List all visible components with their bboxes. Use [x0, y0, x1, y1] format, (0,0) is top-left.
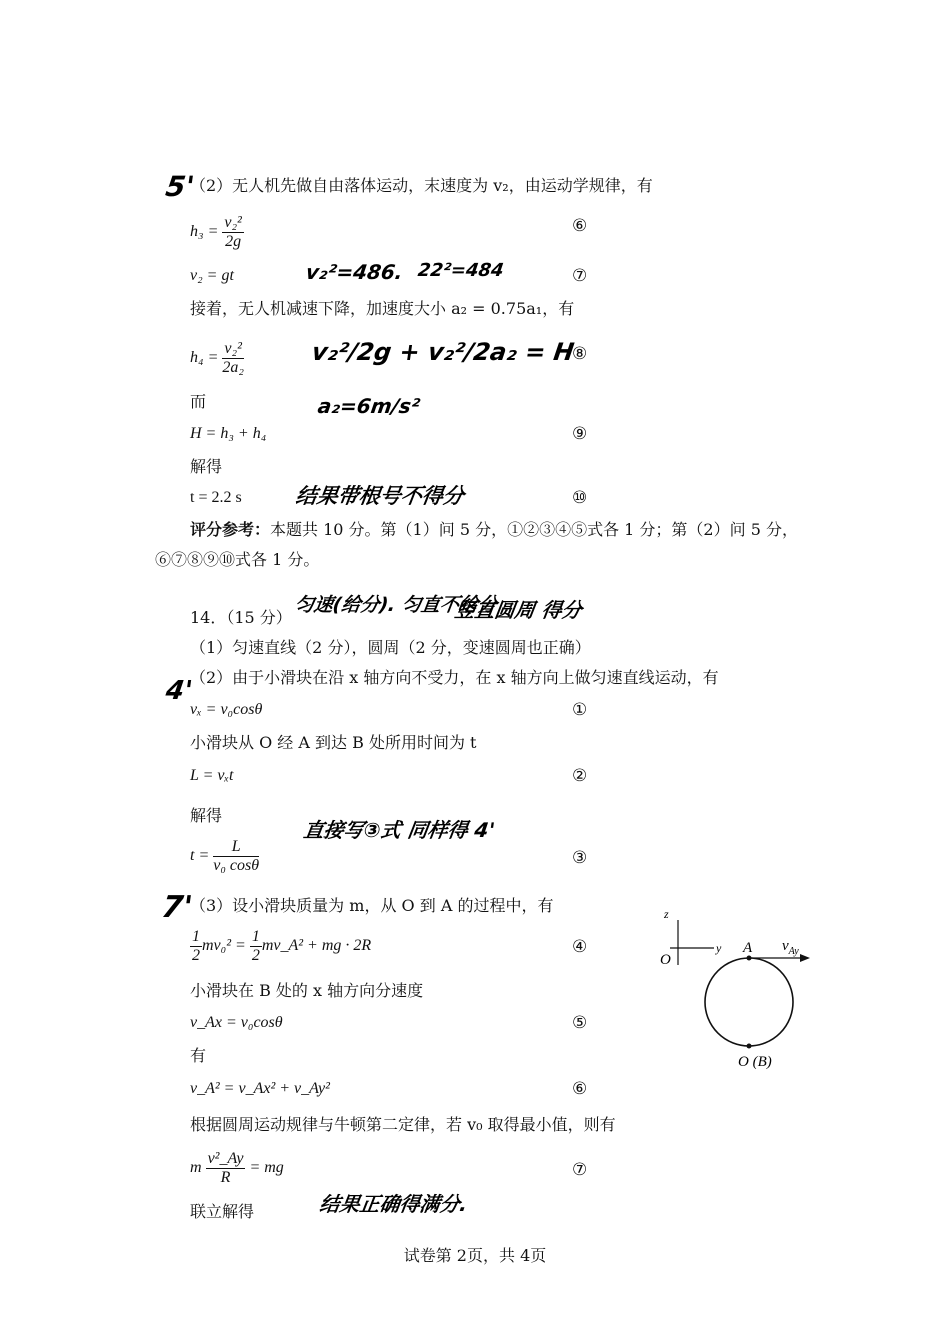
- q14-eq2: L = vₓt: [190, 767, 234, 784]
- handwritten-note-result: 结果正确得满分.: [318, 1192, 470, 1216]
- handwritten-score-mark-q14: 4': [163, 676, 195, 706]
- eq-number-9: ⑨: [572, 424, 588, 444]
- q14-lianli: 联立解得: [190, 1202, 255, 1221]
- q14-eq5: v_Ax = v₀cosθ: [190, 1014, 283, 1031]
- eq-number-2: ②: [572, 766, 588, 786]
- q13-eq10: t = 2.2 s: [190, 489, 242, 506]
- page-footer: 试卷第 2页，共 4页: [403, 1246, 547, 1265]
- handwritten-eq-sum: v₂²/2g + v₂²/2a₂ = H: [310, 338, 576, 366]
- q13-eq9: H = h₃ + h₄: [190, 425, 267, 442]
- velocity-arrowhead: [800, 954, 810, 962]
- q14-part1: （1）匀速直线（2 分），圆周（2 分，变速圆周也正确）: [190, 638, 591, 657]
- eq-number-4: ④: [572, 937, 588, 957]
- q14-header: 14．（15 分）: [190, 608, 292, 627]
- handwritten-score-mark-part3: 7': [159, 890, 195, 925]
- q13-eq7: v₂ = gt: [190, 267, 234, 284]
- q13-eq8: h₄ = $\frac{\text{v₂²}}{\text{2a₂}}$: [190, 340, 244, 376]
- eq-number-7: ⑦: [572, 266, 588, 286]
- eq-number-6b: ⑥: [572, 1079, 588, 1099]
- q14-eq4: $\frac{1}{2}$ mv₀² = $\frac{1}{2}$ mv_A² + mg · 2R: [192, 928, 372, 964]
- circular-track: [705, 958, 793, 1046]
- q14-eq7: m $\frac{\text{v²\_Ay}}{R}$ = mg: [190, 1150, 284, 1186]
- point-b-dot: [747, 1044, 752, 1049]
- handwritten-note-14: 匀速(给分). 匀直不给分: [293, 594, 499, 616]
- eq-number-1: ①: [572, 700, 588, 720]
- handwritten-note-circle: 竖直圆周 得分: [453, 598, 584, 622]
- handwritten-note-sqrt: 结果带根号不得分: [294, 484, 466, 508]
- point-a-label: A: [743, 940, 753, 956]
- q13-decel-text: 接着，无人机减速下降，加速度大小 a₂ = 0.75a₁，有: [190, 299, 575, 318]
- q14-circle-text: 根据圆周运动规律与牛顿第二定律，若 v₀ 取得最小值，则有: [190, 1115, 616, 1134]
- eq-number-10: ⑩: [572, 488, 588, 508]
- q14-part3-intro: （3）设小滑块质量为 m，从 O 到 A 的过程中，有: [190, 896, 554, 915]
- handwritten-note-direct: 直接写③式 同样得 4': [302, 818, 497, 842]
- y-label: y: [716, 941, 722, 955]
- handwritten-score-mark: 5': [163, 170, 197, 203]
- q14-eq1: vₓ = v₀cosθ: [190, 701, 263, 718]
- handwritten-a2: a₂=6m/s²: [316, 394, 422, 418]
- eq-number-8: ⑧: [572, 344, 588, 364]
- origin-label: O: [660, 952, 671, 968]
- q13-scoring-line2: ⑥⑦⑧⑨⑩式各 1 分。: [155, 550, 320, 569]
- q13-part2-intro: （2）无人机先做自由落体运动，末速度为 v₂，由运动学规律，有: [190, 176, 653, 195]
- handwritten-calc-22: 22²=484: [416, 260, 506, 281]
- eq-number-7b: ⑦: [572, 1160, 588, 1180]
- q14-you: 有: [190, 1046, 207, 1065]
- z-label: z: [664, 907, 669, 921]
- scoring-label: 评分参考：: [190, 520, 271, 539]
- q14-part2-intro: （2）由于小滑块在沿 x 轴方向不受力，在 x 轴方向上做匀速直线运动，有: [190, 668, 719, 687]
- q13-eq6: h₃ = $\frac{\text{v₂²}}{2g}$: [190, 214, 242, 250]
- q14-eq6: v_A² = v_Ax² + v_Ay²: [190, 1080, 330, 1097]
- eq-number-5: ⑤: [572, 1013, 588, 1033]
- circle-motion-diagram: [650, 900, 820, 1075]
- q14-time-text: 小滑块从 O 经 A 到达 B 处所用时间为 t: [190, 733, 477, 752]
- eq-number-3: ③: [572, 848, 588, 868]
- q13-jiede: 解得: [190, 457, 223, 476]
- q13-scoring-line1: 评分参考：本题共 10 分。第（1）问 5 分，①②③④⑤式各 1 分；第（2）问 5 分，: [190, 520, 798, 539]
- q14-eq3: t = $\frac{L}{\text{v₀ cosθ}}$: [190, 838, 260, 874]
- handwritten-calc-v2: v₂²=486.: [304, 260, 405, 284]
- point-ob-label: O (B): [738, 1054, 772, 1070]
- eq-number-6: ⑥: [572, 216, 588, 236]
- q14-jiede: 解得: [190, 806, 223, 825]
- q14-bx-text: 小滑块在 B 处的 x 轴方向分速度: [190, 981, 424, 1000]
- q13-er: 而: [190, 392, 207, 411]
- vay-label: $v_{Ay}$: [782, 938, 799, 957]
